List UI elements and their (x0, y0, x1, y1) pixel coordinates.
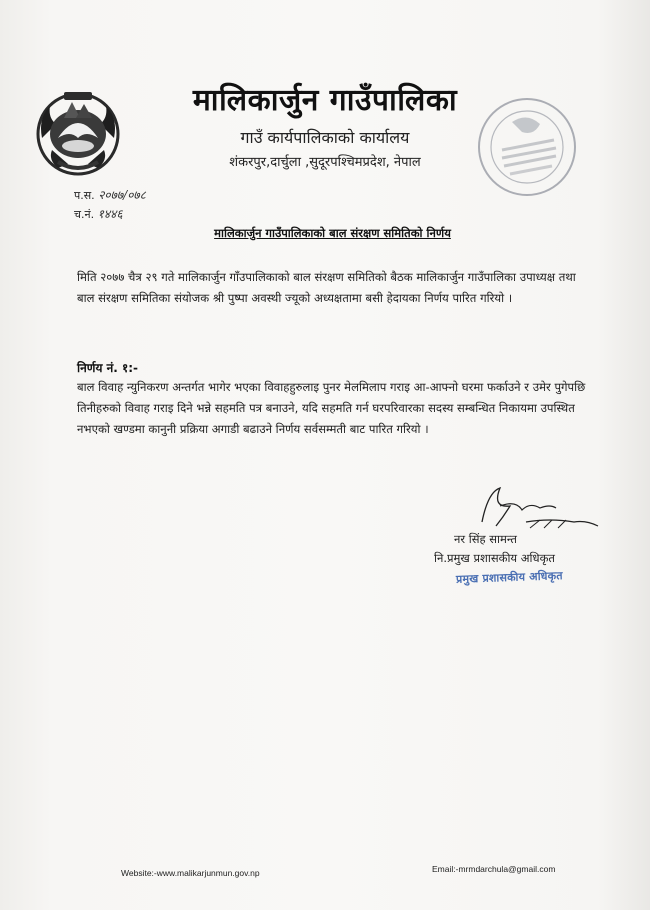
nepal-emblem-icon (28, 88, 128, 176)
cn-value: १४४६ (97, 207, 123, 221)
office-address: शंकरपुर,दार्चुला ,सुदूरपश्चिमप्रदेश, नेपाल (229, 155, 421, 170)
handwritten-signature (470, 482, 600, 532)
municipality-seal-icon (472, 92, 582, 202)
letter-subject: मालिकार्जुन गाउँपालिकाको बाल संरक्षण समितिको निर्णय (214, 226, 451, 240)
decision-heading: निर्णय नं. १:- (77, 361, 138, 375)
signatory-name: नर सिंह सामन्त (454, 532, 517, 546)
ps-label: प.स. (74, 189, 95, 202)
office-title: मालिकार्जुन गाउँपालिका (192, 83, 458, 118)
ps-value: २०७७/०७८ (98, 188, 146, 202)
reference-ps (74, 186, 146, 203)
decision-paragraph: बाल विवाह न्युनिकरण अन्तर्गत भागेर भएका विवाहहुरुलाइ पुनर मेलमिलाप गराइ आ-आफ्नो घरमा फर्काउने र उमेर पुगेपछि तिनीहरुको विवाह गराइ दिने भन्ने सहमति पत्र बनाउने, यदि सहमति गर्न घरपरिवारका सदस्य सम्बन्धित निकायमा उपस्थित नभएको खण्डमा कानुनी प्रक्रिया अगाडी बढाउने निर्णय सर्वसम्मती बाट पारित गरियो । (77, 380, 586, 436)
designation-stamp: प्रमुख प्रशासकीय अधिकृत (455, 569, 563, 586)
signatory-title: नि.प्रमुख प्रशासकीय अधिकृत (434, 551, 555, 565)
footer-website: Website:-www.malikarjunmun.gov.np (121, 868, 260, 878)
reference-cn (74, 205, 123, 222)
cn-label: च.नं. (74, 208, 95, 221)
footer-email: Email:-mrmdarchula@gmail.com (432, 864, 556, 874)
intro-paragraph: मिति २०७७ चैत्र २९ गते मालिकार्जुन गाँउपालिकाको बाल संरक्षण समितिको बैठक मालिकार्जुन गाउँपालिका उपाध्यक्ष तथा बाल संरक्षण समितिका संयोजक श्री पुष्पा अवस्थी ज्यूको अध्यक्षतामा बसी हेदायका निर्णय पारित गरियो । (77, 270, 576, 305)
office-subtitle: गाउँ कार्यपालिकाको कार्यालय (240, 128, 410, 147)
